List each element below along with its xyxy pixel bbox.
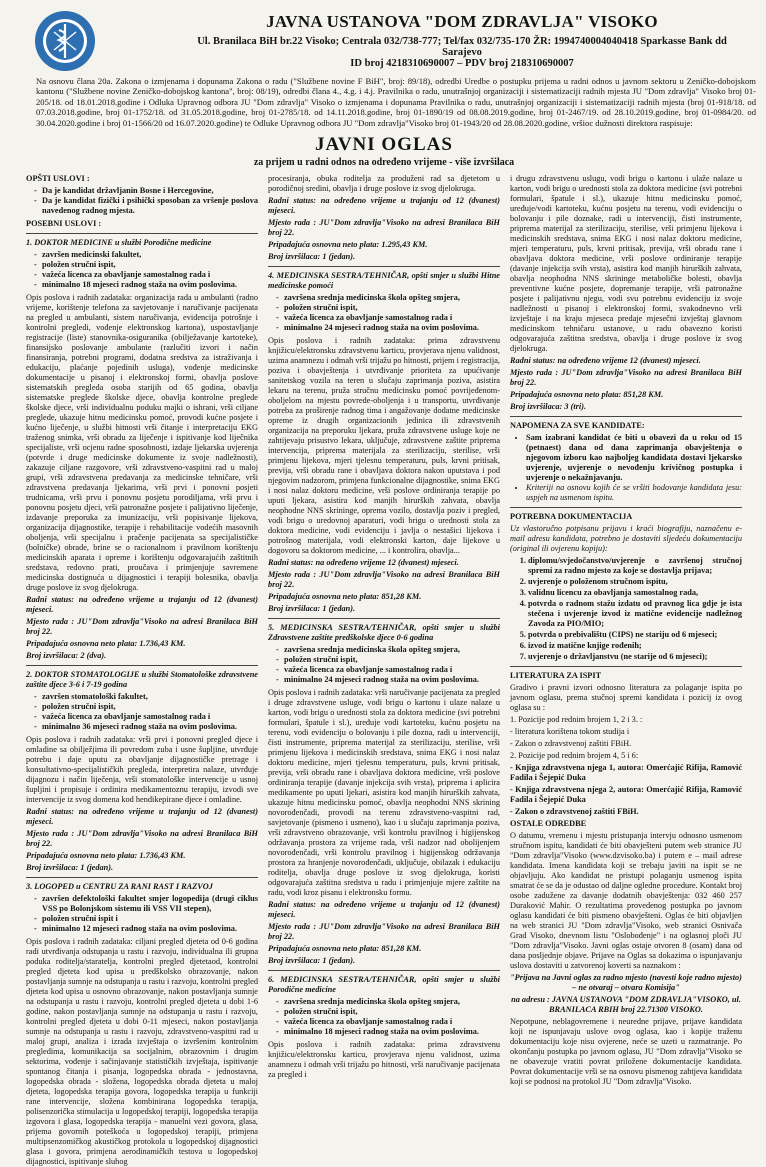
- position-5-salary: Pripadajuća osnovna neto plata: 851,28 KM.: [268, 944, 422, 954]
- position-5-requirements: [268, 645, 500, 685]
- letterhead: [12, 8, 756, 74]
- documents-heading: POTREBNA DOKUMENTACIJA: [510, 512, 633, 522]
- position-6-duties-continued: i drugu zdravstvenu uslugu, vodi brigu o kartonu i ulaže nalaze u karton, vodi brigu o urednosti stola za doktora medicine (svi potrebni formulari, špatule i sl.), ukazuje hitnu medicinsku pomoć, uređuje/vodi kartoteku, kućnu posjetu na terenu, vodi evidenciju o bolovanju i pile doznake, radi u intervenciji, čisti instrumente, priprema materijal za sterilizaciju, sterilise, vrši primjenu lijekova i medicinskih sredstava, snima EKG i nosi nalaz doktoru medicine, mjeri temperaturu, puls, krvni pritisak, previja, vrši obradu rane i obavljava doktora medicine, vrši poslove ordiniranje terapije (davanje injekcija svih vrsta), asistira kod manjih hirurških zahvata, obavlja neophodna NNS skrininge metaboličke bolesti, obavlja preventivne kućne posjete, dopremanje terapije, vrši patronažne posjete i palijativnu njegu, vodi svu potrebnu evidenciju iz svoje nadležnosti u pisanoj i elektronskoj formi, svakodnevno vrši izvještaje i na kraju mjeseca predaje mjesečni izvještaj glavnom medicinskom tehničaru ustanove, u radu obavezno koristi odgovarajuća zaštitna sredstva, obavlja i druge poslove iz svog djelokruga.: [510, 174, 742, 354]
- legal-intro: Na osnovu člana 20a. Zakona o izmjenama i dopunama Zakona o radu ("Službene novine F BiH", broj: 89/18), odredbi Uredbe o postupku prijema u radni odnos u javnom sektoru u Zeničko-dobojskom kantonu ("Službene novine Zeničko-dobojskog kantona", broj: 08/19), odredbi člana 4., 4.g. i 4.j. Pravilnika o radu, unutrašnjoj organizaciji i sistematizaciji radnih mjesta JU "Dom zdravlja" Visoko broj 01-205/18. od 18.01.2018.godine i Odluka Upravnog odbora JU "Dom zdravlja" Visoko o izmjenama i dopunama Pravilnika o radu, unutrašnjoj organizaciji i sistematizaciji radnih mjesta (broj 01-918/18. od 07.03.2018.godine, broj 01-1752/18. od 31.05.2018.godine, broj 01-2785/18. od 14.11.2018.godine, broj 01-1890/19 od 08.08.2019.godine, broj 01-2467/19. od 28.10.2019.godine, broj 01-0984/20. od 30.04.2020.godine i broj 01-1566/20 od 16.07.2020.godine) te Odluke Upravnog odbora JU "Dom zdravlja"Visoko broj 01-1943/20 od 28.08.2020.godine, vršioc dužnosti direktora raspisuje:: [36, 76, 756, 128]
- position-6-duties: Opis poslova i radnih zadataka: prima zdravstvenu knjižicu/elektronsku karticu, provjerava njenu validnost, uzima anamnezu i odmah vrši trijažu po hitnosti, vrši naručivanje pacijenata za pregled i: [268, 1040, 500, 1080]
- list-item: - Knjiga zdravstvena njega 1, autora: Omerćajić Rifija, Ramović Fadila i Šejepić Duka: [510, 763, 742, 783]
- list-item: 2. Pozicije pod rednim brojem 4, 5 i 6:: [510, 751, 639, 761]
- list-item: - važeća licenca za obavljanje samostalnog rada i: [284, 665, 500, 675]
- organization-id: ID broj 4218310690007 – PDV broj 218310690007: [350, 58, 574, 69]
- position-3-requirements: [26, 894, 258, 934]
- list-item: - završen defektološki fakultet smjer logopedija (drugi ciklus VSS po Bolonjskom sistemu ili VSS VII stepen),: [42, 894, 258, 914]
- list-item: - Zakon o zdravstvenoj zaštiti FBiH.: [510, 807, 639, 817]
- position-1-status: Radni status: na određeno vrijeme u trajanju od 12 (dvanest) mjeseci.: [26, 595, 258, 615]
- content-columns: [12, 174, 756, 1167]
- note-list: [510, 433, 742, 503]
- position-2-place: Mjesto rada : JU"Dom zdravlja"Visoko na adresi Branilaca BiH broj 22.: [26, 829, 258, 849]
- general-conditions-heading: OPŠTI USLOVI :: [26, 174, 90, 184]
- position-2-title: 2. DOKTOR STOMATOLOGIJE u službi Stomatološke zdravstvene zaštite djece 3-6 i 7-19 godina: [26, 670, 258, 690]
- position-5-place: Mjesto rada : JU"Dom zdravlja"Visoko na adresi Branilaca BiH broj 22.: [268, 922, 500, 942]
- position-1-count: Broj izvršilaca: 2 (dva).: [26, 651, 107, 661]
- column-2: [268, 174, 500, 1080]
- column-1: [26, 174, 258, 1167]
- general-conditions-list: [26, 186, 258, 216]
- final-provisions: Nepotpune, neblagovremene i neuredne prijave, prijave kandidata koji ne ispunjavaju uslove ovog oglasa, kao i kopije traženu dokumentaciju koje nisu ovjerene, neće se uzeti u razmatranje. Po okončanju postupka po javnom oglasu, JU "Dom zdravlja"Visoko se ne obavezuje vratiti povrat priložene dokumentacije kandidata. Povrat dokumentacije vrši se na osnovu pismenog zahtjeva kandidata koji se podnosi na protokol JU "Dom zdravlja"Visoko.: [510, 1017, 742, 1087]
- list-item: - Da je kandidat fizički i psihički sposoban za vršenje poslova navedenog radnog mjesta.: [42, 196, 258, 216]
- position-5-duties: Opis poslova i radnih zadataka: vrši naručivanje pacijenata za pregled i druge zdravstvene usluge, vodi brigu o kartonu i ulaze nalaze u karton, vodi brigu o urednosti stola za doktora medicine (svi potrebni formulari, špatule i sl.), uređuje vodi kartoteku, kućnu posjetu na terenu, vodi evidenciju o bolovanju i pile dozna, radi u intervenciji, čisti instrumente, priprema materijal za sterilizaciju, sterilise, vrši primjenu lijekova i medicinskih sredstava, snima EKG i nosi nalaz doktoru medicine, mjeri tjelesnu temperaturu, puls, krvni pritisak, previja, vrši obradu rane i obavljava doktora medicine, vrši poslove ordiniranja terapije (davanje injekcija svih vrsta), priprema i aplicira medikamente po uputi ljekari, asistira kod manjih hirurških zahvata, ukazuje hitnu medicinsku pomoć, obavlja neophodni NNS skrining novorođenčadi, provodi na terenu zdravstveno-vaspitni rad, savjetovanje (pismeno i usmeno), kao i u slučaju zaprimanja poziva, vrši zdravstveno obrazovanje, vrši kontrolu pravilnog i higijenskog održavanja prostora za vrijeme rada, vrši nadzor nad obolijenjem novorođenčadi, vrši kontrolu pravilnog i higijenskog održavanja prostora za hranjenje novorođenčadi, uključuje, obilazak i edukaciju roditelja, obavlja druge poslove iz svog djelokruga, koristi odgovarajuća zaštitna sredstva u radu i primjenjuje mjere zaštite na radu, vodi kroz pisanu i elektronsku formu.: [268, 688, 500, 898]
- list-item: - položen stručni ispit i: [42, 914, 258, 924]
- other-provisions-text: O datumu, vremenu i mjestu pristupanja intervju odnosno usmenom stručnom ispitu, kandidati će biti obavješteni putem web stranice JU "Dom zdravlja"Visoko (www.dzvisoko.ba) i putem e – mail adrese kandidata. Imena kandidata koji se trebaju javiti na ispit se ne objavljuju. Ako kandidat ne pristupi polaganju usmenog ispita smatrat će se da je odustao od daljne ogledne procedure. Kontakt broj osobe zadužene za davanje dodatnih obavještenja: 032 460 257 Duraković Mahir. O rezultatima provedenog postupka po javnom oglasu kandidati će biti pismeno obavješteni. Oglas će biti objavljen na web stranici JU "Dom zdravlja"Visoko, web stranici Osnivača Grad Visoko, dnevnom listu "Oslobođenje" i na oglasnoj ploči JU "Dom zdravlja"Visoko. Javni oglas ostaje otvoren 8 (osam) dana od dana posljednje objave. Prijave na Oglas sa dokazima o ispunjavanju uslova dostaviti u zatvorenoj koverti sa naznakom :: [510, 831, 742, 971]
- position-4-title: 4. MEDICINSKA SESTRA/TEHNIČAR, opšti smjer u službi Hitne medicinske pomoći: [268, 271, 500, 291]
- list-item: - literatura korištena tokom studija i: [510, 727, 630, 737]
- position-2-count: Broj izvršilaca: 1 (jedan).: [26, 863, 114, 873]
- position-6-requirements: [268, 997, 500, 1037]
- position-5-status: Radni status: na određeno vrijeme u trajanju od 12 (dvanest) mjeseci.: [268, 900, 500, 920]
- list-item: - minimalno 36 mjeseci radnog staža na ovim poslovima.: [42, 722, 258, 732]
- list-item: - minimalno 18 mjeseci radnog staža na ovim poslovima.: [284, 1027, 500, 1037]
- literature-heading: LITERATURA ZA ISPIT: [510, 671, 602, 681]
- list-item: - važeća licenca za obavljanje samostalnog rada i: [284, 313, 500, 323]
- literature-intro: Gradivo i pravni izvori odnosno literatura za polaganje ispita po javnom oglasu, prema stučnoj spremi kandidata i pozicij iz ovog oglasa su :: [510, 683, 742, 713]
- divider: [268, 618, 500, 619]
- list-item: - završen stomatološki fakultet,: [42, 692, 258, 702]
- list-item: - položen stručni ispit,: [42, 260, 258, 270]
- list-item: - Zakon o zdravstvenoj zaštiti FBiH.: [510, 739, 632, 749]
- divider: [510, 416, 742, 417]
- position-1-place: Mjesto rada : JU"Dom zdravlja"Visoko na adresi Branilaca BiH broj 22.: [26, 617, 258, 637]
- divider: [26, 877, 258, 878]
- list-item: - Da je kandidat državljanin Bosne i Hercegovine,: [42, 186, 258, 196]
- list-item: 6. izvod iz matične knjige rođenih;: [528, 641, 742, 651]
- list-item: 3. validnu licencu za obavljanja samostalnog rada,: [528, 588, 742, 598]
- page-subtitle: za prijem u radni odnos na određeno vrijeme - više izvršilaca: [253, 157, 515, 169]
- position-1-salary: Pripadajuća osnovna neto plata: 1.736,43 KM.: [26, 639, 186, 649]
- position-4-status: Radni status: na određeno vrijeme 12 (dvanest) mjeseci.: [268, 558, 459, 568]
- list-item: - minimalno 24 mjeseci radnog staža na ovim poslovima.: [284, 323, 500, 333]
- position-6-status: Radni status: na određeno vrijeme 12 (dvanest) mjeseci.: [510, 356, 701, 366]
- position-3-duties: Opis poslova i radnih zadataka: ciljani pregled djeteta od 0-6 godina radi utvrđivanja odstupanja u rastu i razvoju, individualna ili grupna poduka roditelja/staratelja, kontrolni pregled djetetaod, kontrolni pregled djeteta kod upisa u predškolsko obrazovanje, nakon postavljanja sumnje na odstupanja u rastu i razvoju, kontrolni pregled djeteta kod upisa u osnovno obrazovanje, nakon postavljanja sumnje na odstupanja u rastu i razvoju, kontrolni pregled djeteta u dobi 1-6 godine, nakon postavljanja sumnje na odstupanja u rastu i razvoju, kontrolni pregled djeteta u dobi 0-11 mjeseci, nakon postavljanja sumnje na odstupanja u rastu i razvoju, zdravstveno-vaspitni rad u maloj grupi, analiza i izrada izvještaja o izvršenim kontrolnim pregledima, komunikacija sa socijalnim, obrazovnim i drugim sektorima, vođenje i sačinjavanje statističkih izvještaja, ispitivanje spontanog čitanja i pisanja, logopedska obrada - jednostavna, logopedska obrada - složena, logopedska obrada djeteta u maloj djeteta, logopedska terapija govora, logopedska terapija u funkciji rane intervencije, složena kombinirana logopedska terapija, polisenzorička stimulacija u logopedskoj terapiji, logopedska terapija izgovora i glasa, logopedska terapija - manuelni vezi govora, glasa, prijema govornih poteškoća u logopedskoj terapiji, primjena multipsenzomičkog akustičkog protokola u logopedskoj dijagnostici glasa i govora, primjena aerodinamičkih testova u logopedskoj dijagnostici, ispitivanje sluhog: [26, 937, 258, 1167]
- list-item: - minimalno 12 mjeseci radnog staža na ovim poslovima.: [42, 924, 258, 934]
- other-provisions-heading: OSTALE ODREDBE: [510, 819, 587, 829]
- position-3-status: Radni status: na određeno vrijeme u trajanju od 12 (dvanest) mjeseci.: [268, 196, 500, 216]
- list-item: 1. Pozicije pod rednim brojem 1, 2 i 3. :: [510, 715, 643, 725]
- column-3: [510, 174, 742, 1087]
- position-6-salary: Pripadajuća osnovna neto plata: 851,28 KM.: [510, 390, 664, 400]
- page-title: JAVNI OGLAS: [315, 134, 453, 156]
- position-5-count: Broj izvršilaca: 1 (jedan).: [268, 956, 356, 966]
- position-2-salary: Pripadajuća osnovna neto plata: 1.736,43 KM.: [26, 851, 186, 861]
- documents-list: [510, 556, 742, 662]
- position-3-count: Broj izvršilaca: 1 (jedan).: [268, 252, 356, 262]
- position-5-title: 5. MEDICINSKA SESTRA/TEHNIČAR, opšti smjer u službi Zdravstvene zaštite predškolske djece 0-6 godina: [268, 623, 500, 643]
- list-item: - završen medicinski fakultet,: [42, 250, 258, 260]
- position-2-requirements: [26, 692, 258, 732]
- list-item: 7. uvjerenje o državljanstvu (ne starije od 6 mjeseci);: [528, 652, 742, 662]
- submission-address: na adresu : JAVNA USTANOVA "DOM ZDRAVLJA"VISOKO, ul. BRANILACA RBIH broj 22.71300 VISOKO.: [511, 995, 741, 1015]
- list-item: - položen stručni ispit,: [42, 702, 258, 712]
- position-3-title: 3. LOGOPED u CENTRU ZA RANI RAST I RAZVOJ: [26, 882, 213, 892]
- list-item: - važeća licenca za obavljanje samostalnog rada i: [42, 270, 258, 280]
- position-6-place: Mjesto rada : JU"Dom zdravlja"Visoko na adresi Branilaca BiH broj 22.: [510, 368, 742, 388]
- list-item: - položen stručni ispit,: [284, 1007, 500, 1017]
- list-item: • Kriteriji na osnovu kojih će se vršiti bodovanje kandidata jesu: uspjeh na usmenom ispitu.: [526, 483, 742, 503]
- list-item: - minimalno 24 mjeseci radnog staža na ovim poslovima.: [284, 675, 500, 685]
- special-conditions-heading: POSEBNI USLOVI :: [26, 219, 102, 229]
- position-1-requirements: [26, 250, 258, 290]
- position-3-place: Mjesto rada : JU"Dom zdravlja"Visoko na adresi Branilaca BiH broj 22.: [268, 218, 500, 238]
- list-item: - položen stručni ispit,: [284, 655, 500, 665]
- list-item: 1. diplomu/svjedočanstvo/uvjerenje o završenoj stručnoj spremi za radno mjesto za koje se dostavlja prijava;: [528, 556, 742, 576]
- list-item: - završena srednja medicinska škola opšteg smjera,: [284, 645, 500, 655]
- list-item: 4. potvrda o radnom stažu izdatu od pravnog lica gdje je ista stečena i uvjerenje izvod iz matične evidencije nadležnog Zavoda za PIO/MIO;: [528, 599, 742, 629]
- list-item: - završena srednja medicinska škola opšteg smjera,: [284, 997, 500, 1007]
- list-item: • Sam izabrani kandidat će biti u obavezi da u roku od 15 (petnaest) dana od dana zaprimanja obavještenja o njegovom izboru kao najboljeg kandidata dostavi ljekarsko uvjerenje, uvjerenje o nevođenju krivičnog postupka i uvjerenje o nekažnjavanju.: [526, 433, 742, 483]
- position-4-salary: Pripadajuća osnovna neto plata: 851,28 KM.: [268, 592, 422, 602]
- position-1-duties: Opis poslova i radnih zadataka: organizacija rada u ambulanti (radno vrijeme, korištenje telefona za savjetovanje i naručivanje pacijenata na pregled u ambulanti, sistem naručivanja, evidencija potrošnje i kontrolni pregledi, vođenje elektronskog kartona), uspostavljanje registracije (liste) stanovnika-osiguranika (obilježavanje kartoteke), finansijsko poslovanje ambulante (razlučiti izvori i način finansiranja, potrebni programi, dodatna sredstva za istraživanja i edukaciju, plaćanje pojedinih usluga), vođenje medicinske dokumentacije u pisanoj i elektronskoj formi, obavlja poslove sistematskih pregleda osoba starijih od 65 godina, obavlja sistematske preglede školske djece, obavlja kontrolne preglede školske djece, vrši individualnu poduku majki o ishrani, vrši ciljane preglede, ukazuje hitnu medicinsku pomoć, provodi kućne posjete i kućno liječenje, u službi hitnosti vrši čitanje i interpretaciju EKG traženog snimka, vrši obradu za liječenje i ispitivanje kod liječnika specijaliste, vrši ocjenu radne sposobnosti, izdaje ljekarska uvjerenja (potvrde i druge medicinske dokumente iz svoje nadležnosti), zakazuje ciljane razgovore, vrši zdravstveno-vaspitni rad u maloj grupi, vrši zdravstvena predavanja za medicinske tehničare, vrši zdravstvena predavanja ljekarima, vrši prvi i ponovni posjeti trudnicama, vrši prvu i ponovnu posjetu porodiljama, vrši prvu i ponovnu posjetu djeci, vrši patronažne posjete i palijativno liječenje, izdavanje preporuka za imunizaciju, vrši popisivanje lijekova, organizacija dijagnostike, terapije i rehabilitacije vodećih masovnih oboljenja, vrši specijalnu i pračenje pacijenata sa specijalističke (bolničke) obrade, brine se o racionalnom i pravilnom korištenju medicinskih aparata i opreme i korištenju odgovarajućih zaštitnih sredstava, redovno prati, proučava i primjenjuje savremene medicinska dostignuća u dijagnostici i terapiji bolesnika, obavlja druge poslove iz svog djelokruga.: [26, 293, 258, 593]
- divider: [26, 665, 258, 666]
- list-item: - važeća licenca za obavljanje samostalnog rada i: [284, 1017, 500, 1027]
- divider: [268, 266, 500, 267]
- list-item: - Knjiga zdravstvena njega 2, autora: Omerćajić Rifija, Ramović Fadila i Šejepić Duka: [510, 785, 742, 805]
- position-6-count: Broj izvršilaca: 3 (tri).: [510, 402, 587, 412]
- health-center-logo-icon: [34, 10, 96, 72]
- organization-address: Ul. Branilaca BiH br.22 Visoko; Centrala 032/738-777; Tel/fax 032/735-170 ŽR: 1994740004040418 Sparkasse Bank dd Sarajevo: [197, 36, 727, 58]
- note-heading: NAPOMENA ZA SVE KANDIDATE:: [510, 421, 645, 431]
- position-2-duties: Opis poslova i radnih zadataka: vrši prvi i ponovni pregled djece i omladine sa obilježjima ili povredom zuba i usne šupljine, utvrđuje potrebu i daje uputu za obavljanje dijagnostičke pretrage i konsultativno-specijalističkih pregleda, interpretira nalaze, utvrđuje dijagnozu i način liječenja, vrši stomatološke intervencije u usnoj šupljini i propisuje i ordinira medikamentoznu terapiju, izvodi sve intervencije iz svog domena kod hendikepirane djece i omladine.: [26, 735, 258, 805]
- position-4-requirements: [268, 293, 500, 333]
- position-3-salary: Pripadajuća osnovna neto plata: 1.295,43 KM.: [268, 240, 428, 250]
- divider: [510, 666, 742, 667]
- divider: [26, 233, 258, 234]
- position-4-place: Mjesto rada : JU"Dom zdravlja"Visoko na adresi Branilaca BiH broj 22.: [268, 570, 500, 590]
- position-2-status: Radni status: na određeno vrijeme u trajanju od 12 (dvanest) mjeseci.: [26, 807, 258, 827]
- position-1-title: 1. DOKTOR MEDICINE u službi Porodične medicine: [26, 238, 212, 248]
- envelope-label: "Prijava na Javni oglas za radno mjesto (navesti koje radno mjesto) – ne otvaraj – otvara Komisija": [510, 973, 742, 993]
- list-item: - važeća licenca za obavljanje samostalnog rada i: [42, 712, 258, 722]
- list-item: 2. uvjerenje o položenom stručnom ispitu,: [528, 577, 742, 587]
- list-item: - položen stručni ispit,: [284, 303, 500, 313]
- list-item: - minimalno 18 mjeseci radnog staža na ovim poslovima.: [42, 280, 258, 290]
- position-4-count: Broj izvršilaca: 1 (jedan).: [268, 604, 356, 614]
- position-6-title: 6. MEDICINSKA SESTRA/TEHNIČAR, opšti smjer u službi Porodične medicine: [268, 975, 500, 995]
- position-4-duties: Opis poslova i radnih zadataka: prima zdravstvenu knjižicu/elektronsku zdravstvenu karticu, provjerava njenu validnost, uzima anamnezu i odmah vrši trijažu po hitnosti, prijem i registracija, poziva i obavještenja i utvrđivanje prioriteta za upućivanje sanitetskog vozila na teren u slučaju zaprimanja poziva, asistira lekaru na terenu, pruža stručnu medicinsku pomoć povrijeđenom-oboljelom na mjestu povrede-oboljenja i u transportu, utvrđivanje potreba za proširenje radnog tima i angažovanje dodatne medicinske opreme iz drugih organizacionih jedinica ili zdravstvenih organizacija na preporuku ljekara, pruža zdravstvene usluge koje ne zahtijevaju prisustvo lekara, uključuje, zdravstvene zaštite priprema intervencija, priprema materijala za sterilizaciju, sterilise, vrši primjenu lijekova, mjeri tjelesnu temperaturu, puls, krvni pritisak, previja, vrši obradu rane i obavljava doktora nakon uputstava i pod njegovim nadzorom, primjena funkcionalne dijagnostike, snima EKG i nosi nalaz doktoru medicine, vrši poslove ordiniranja terapije po uputi ljekara, asistira kod manjih hirurških zahvata, obavlja neophodne NNS skrininge, oprema vozilo, dostavlja poziv i pregled, vodi brigu o uredovnoj aparaturi, vodi brigu o urednosti stola za doktora medicine, vodi evidenciju i javlja o nestašici lijekova i potrošnog materijala, vodi elektronski karton, daje lijekove u dogovoru sa doktorom medicine, ... i kontrolira, obavlja...: [268, 336, 500, 556]
- organization-name: JAVNA USTANOVA "DOM ZDRAVLJA" VISOKO: [266, 12, 658, 31]
- divider: [510, 507, 742, 508]
- list-item: 5. potvrda o prebivalištu (CIPS) ne stariju od 6 mjeseci;: [528, 630, 742, 640]
- position-3-duties-continued: procesiranja, obuka roditelja za produženi rad sa djetetom u porodičnoj sredini, obavlja i druge poslove iz svog djelokruga.: [268, 174, 500, 194]
- documents-intro: Uz vlastoručno potpisanu prijavu i kraći biografiju, naznačenu e-mail adresu kandidata, potrebno je dostaviti sljedeću dokumentaciju (original ili ovjerenu kopiju):: [510, 524, 742, 554]
- divider: [268, 970, 500, 971]
- list-item: - završena srednja medicinska škola opšteg smjera,: [284, 293, 500, 303]
